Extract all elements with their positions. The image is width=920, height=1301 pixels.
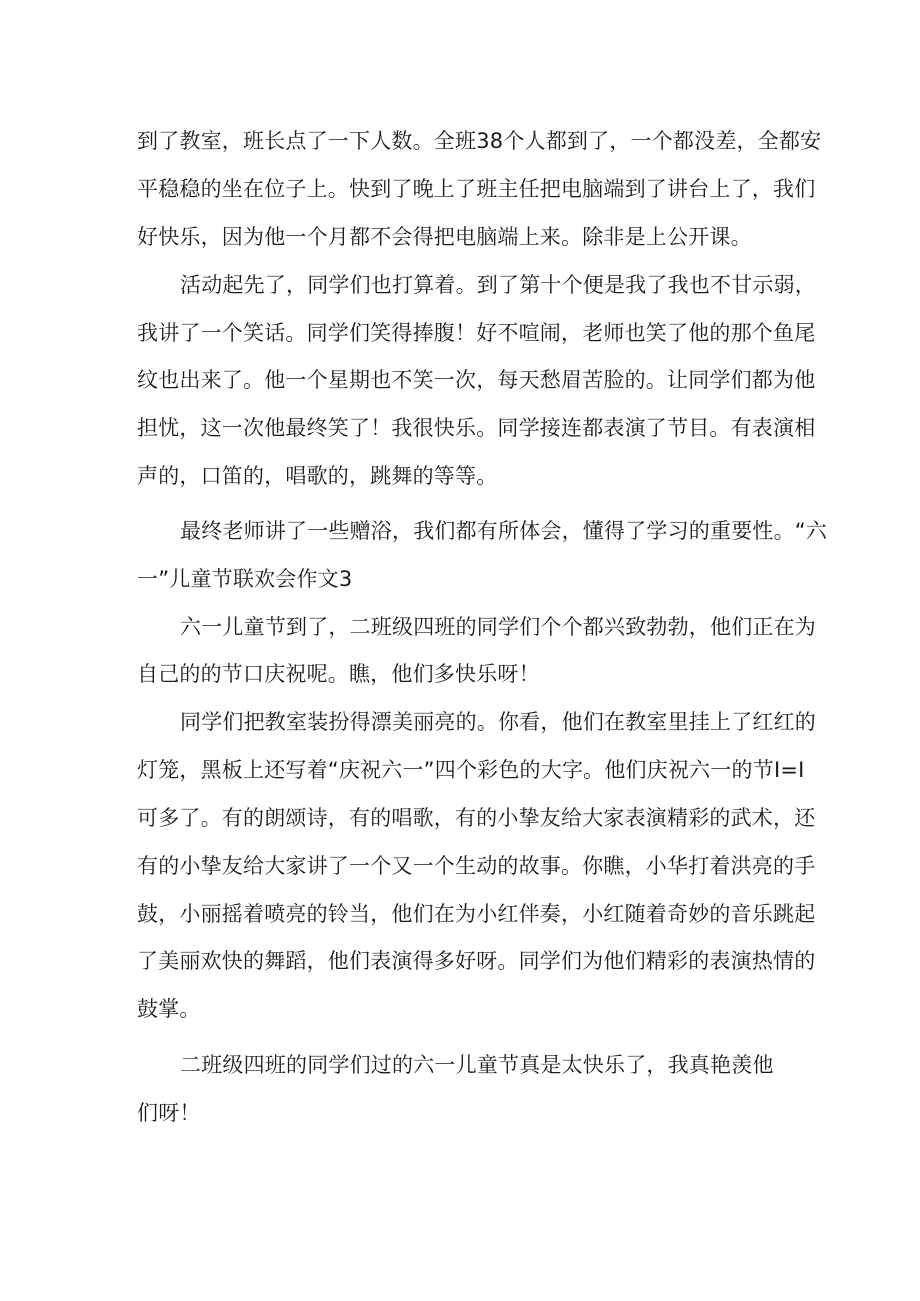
text-line: 们呀！ [137,1101,201,1125]
text-line: 好快乐，因为他一个月都不会得把电脑端上来。除非是上公开课。 [137,225,752,249]
text-line: 六一儿童节到了，二班级四班的同学们个个都兴致勃勃，他们正在为 [180,615,816,639]
text-line: 灯笼，黑板上还写着“庆祝六一”四个彩色的大字。他们庆祝六一的节I=I [137,758,805,782]
text-line: 活动起先了，同学们也打算着。到了第十个便是我了我也不甘示弱， [180,273,816,297]
text-line: 纹也出来了。他一个星期也不笑一次，每天愁眉苦脸的。让同学们都为他 [137,368,816,392]
text-line: 声的，口笛的，唱歌的，跳舞的等等。 [137,464,498,488]
text-line: 二班级四班的同学们过的六一儿童节真是太快乐了，我真艳羡他 [180,1053,774,1077]
text-line: 担忧，这一次他最终笑了！我很快乐。同学接连都表演了节目。有表演相 [137,416,816,440]
text-line: 一”儿童节联欢会作文3 [137,567,353,591]
text-line: 自己的的节口庆祝呢。瞧，他们多快乐呀！ [137,662,540,686]
text-line: 我讲了一个笑话。同学们笑得捧腹！好不喧闹，老师也笑了他的那个鱼尾 [137,321,816,345]
text-line: 可多了。有的朗颂诗，有的唱歌，有的小挚友给大家表演精彩的武术，还 [137,806,816,830]
text-line: 同学们把教室装扮得漂美丽亮的。你看，他们在教室里挂上了红红的 [180,710,816,734]
text-line: 鼓，小丽摇着喷亮的铃当，他们在为小红伴奏，小红随着奇妙的音乐跳起 [137,902,816,926]
text-line: 平稳稳的坐在位子上。快到了晚上了班主任把电脑端到了讲台上了，我们 [137,177,816,201]
text-line: 有的小挚友给大家讲了一个又一个生动的故事。你瞧，小华打着洪亮的手 [137,854,816,878]
text-line: 到了教室，班长点了一下人数。全班38个人都到了，一个都没差，全都安 [137,129,822,153]
text-line: 鼓掌。 [137,997,201,1021]
text-line: 最终老师讲了一些赠浴，我们都有所体会，懂得了学习的重要性。“六 [180,519,828,543]
text-line: 了美丽欢快的舞蹈，他们表演得多好呀。同学们为他们精彩的表演热情的 [137,949,816,973]
